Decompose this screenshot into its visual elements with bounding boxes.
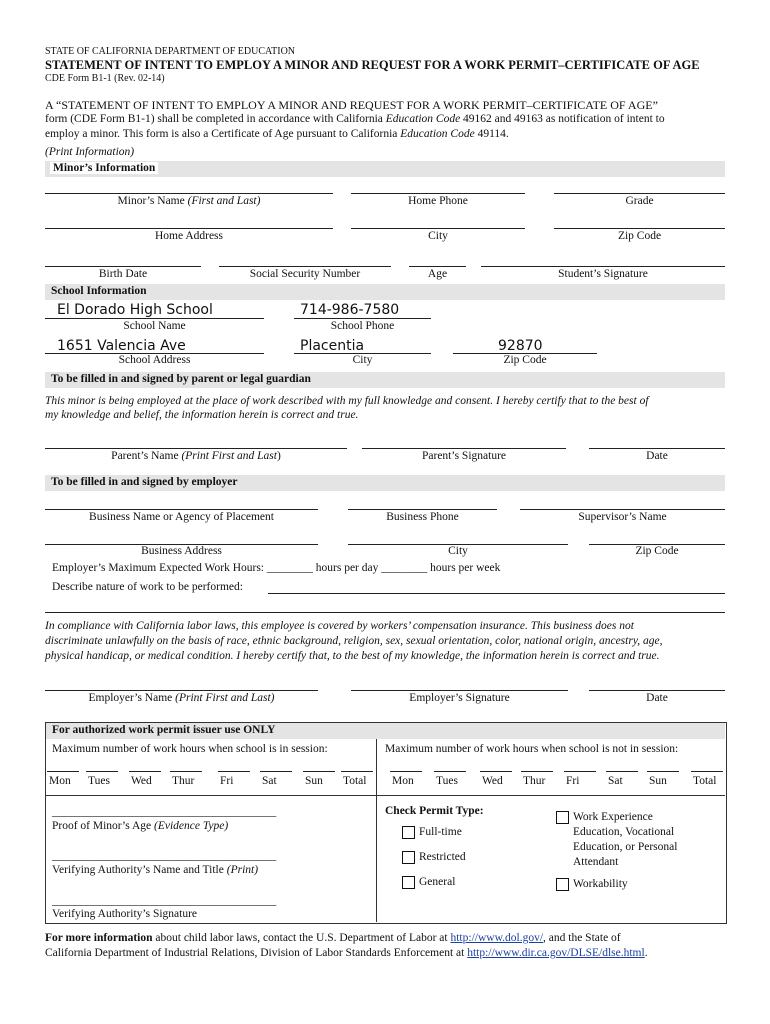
hours-blank-mon[interactable]: [47, 771, 79, 772]
day-label-sat: Sat: [608, 775, 623, 787]
day-label-tues: Tues: [88, 775, 110, 787]
parent-signature-line[interactable]: [362, 448, 566, 449]
home-phone-line[interactable]: [351, 193, 525, 194]
employer-date-line[interactable]: [589, 690, 725, 691]
business-name-label: Business Name or Agency of Placement: [89, 511, 274, 523]
birth-date-line[interactable]: [45, 266, 201, 267]
day-label-total: Total: [343, 775, 367, 787]
school-zip-value[interactable]: 92870: [498, 338, 543, 354]
not-in-session-label: Maximum number of work hours when school is not in session:: [385, 743, 679, 755]
day-label-sat: Sat: [262, 775, 277, 787]
minor-name-label: Minor’s Name (First and Last): [117, 195, 261, 207]
minor-name-line[interactable]: [45, 193, 333, 194]
print-info-note: (Print Information): [45, 146, 135, 158]
hours-blank-fri[interactable]: [564, 771, 596, 772]
issuer-divider-top: [376, 739, 377, 795]
employer-signature-line[interactable]: [351, 690, 568, 691]
hours-blank-sat[interactable]: [606, 771, 638, 772]
issuer-hdivider: [45, 795, 725, 796]
hours-blank-wed[interactable]: [480, 771, 512, 772]
compliance-line-1: In compliance with California labor laws, this employee is covered by workers’ compensation insurance. This business does not: [45, 620, 634, 632]
max-hours-line: Employer’s Maximum Expected Work Hours: ________ hours per day ________ hours per week: [52, 562, 501, 574]
hours-per-week-field[interactable]: ________: [381, 562, 428, 574]
business-phone-label: Business Phone: [386, 511, 459, 523]
nature-of-work-line[interactable]: [268, 593, 725, 594]
minor-zip-label: Zip Code: [617, 230, 662, 242]
work-experience-label-1: Work Experience: [573, 811, 653, 823]
compliance-line-2: discriminate unlawfully on the basis of race, ethnic background, religion, sex, sexual orientation, color, national origin, ancestry, age,: [45, 635, 663, 647]
work-experience-label-2: Education, Vocational: [573, 826, 675, 838]
business-zip-label: Zip Code: [635, 545, 679, 557]
hours-blank-thur[interactable]: [170, 771, 202, 772]
home-phone-label: Home Phone: [408, 195, 468, 207]
employer-name-line[interactable]: [45, 690, 318, 691]
employer-date-label: Date: [646, 692, 668, 704]
parent-date-line[interactable]: [589, 448, 725, 449]
verifier-name-label: Verifying Authority’s Name and Title (Print): [52, 864, 259, 876]
school-city-value[interactable]: Placentia: [300, 338, 365, 354]
parent-date-label: Date: [646, 450, 668, 462]
minor-city-line[interactable]: [351, 228, 525, 229]
work-experience-checkbox[interactable]: [556, 811, 569, 824]
day-label-mon: Mon: [49, 775, 71, 787]
verifier-signature-blank[interactable]: _______________________________________: [52, 895, 277, 907]
form-id: CDE Form B1-1 (Rev. 02-14): [45, 73, 165, 84]
issuer-section-title: For authorized work permit issuer use ONLY: [52, 724, 276, 736]
school-name-label: School Name: [123, 320, 186, 332]
department-name: STATE OF CALIFORNIA DEPARTMENT OF EDUCATION: [45, 46, 296, 57]
business-name-line[interactable]: [45, 509, 318, 510]
hours-blank-wed[interactable]: [129, 771, 161, 772]
form-title: STATEMENT OF INTENT TO EMPLOY A MINOR AND REQUEST FOR A WORK PERMIT–CERTIFICATE OF AGE: [45, 58, 700, 72]
business-phone-line[interactable]: [348, 509, 497, 510]
school-zip-label: Zip Code: [503, 354, 547, 366]
ssn-label: Social Security Number: [249, 268, 361, 280]
hours-blank-tues[interactable]: [434, 771, 466, 772]
parent-statement-2: my knowledge and belief, the information herein is correct and true.: [45, 409, 359, 421]
day-label-tues: Tues: [436, 775, 458, 787]
work-experience-label-3: Education, or Personal: [573, 841, 678, 853]
in-session-label: Maximum number of work hours when school is in session:: [52, 743, 328, 755]
school-phone-label: School Phone: [330, 320, 395, 332]
general-label: General: [419, 876, 456, 888]
day-label-thur: Thur: [172, 775, 195, 787]
school-address-label: School Address: [118, 354, 191, 366]
workability-checkbox[interactable]: [556, 878, 569, 891]
fulltime-checkbox[interactable]: [402, 826, 415, 839]
school-section-header: [45, 284, 725, 300]
parent-statement-1: This minor is being employed at the place of work described with my full knowledge and consent. I hereby certify that to the best of: [45, 395, 649, 407]
fulltime-label: Full-time: [419, 826, 462, 838]
restricted-label: Restricted: [419, 851, 466, 863]
restricted-checkbox[interactable]: [402, 851, 415, 864]
school-city-label: City: [352, 354, 373, 366]
intro-line-2: form (CDE Form B1-1) shall be completed in accordance with California Education Code 49162 and 49163 as notification of intent to: [45, 113, 665, 125]
home-address-label: Home Address: [154, 230, 224, 242]
supervisor-label: Supervisor’s Name: [578, 511, 667, 523]
parent-name-line[interactable]: [45, 448, 347, 449]
business-address-label: Business Address: [141, 545, 222, 557]
business-city-label: City: [448, 545, 468, 557]
footer-line-2: California Department of Industrial Relations, Division of Labor Standards Enforcement at http://www.dir.ca.gov/DLSE/dlse.html.: [45, 947, 648, 959]
hours-blank-total[interactable]: [691, 771, 723, 772]
hours-blank-total[interactable]: [341, 771, 373, 772]
day-label-wed: Wed: [482, 775, 503, 787]
student-signature-label: Student’s Signature: [558, 268, 648, 280]
compliance-line-3: physical handicap, or medical condition. I hereby certify that, to the best of my knowledge, the information herein is correct and true.: [45, 650, 660, 662]
general-checkbox[interactable]: [402, 876, 415, 889]
workability-label: Workability: [573, 878, 628, 890]
footer-line-1: For more information about child labor laws, contact the U.S. Department of Labor at http://www.dol.gov/, and the State of: [45, 932, 621, 944]
home-address-line[interactable]: [45, 228, 333, 229]
issuer-divider-bottom: [376, 795, 377, 922]
proof-age-label: Proof of Minor’s Age (Evidence Type): [52, 820, 229, 832]
ssn-line[interactable]: [219, 266, 391, 267]
intro-line-3: employ a minor. This form is also a Certificate of Age pursuant to California Education Code 49114.: [45, 128, 509, 140]
student-signature-line[interactable]: [481, 266, 725, 267]
supervisor-line[interactable]: [520, 509, 725, 510]
day-label-wed: Wed: [131, 775, 152, 787]
school-name-line: [45, 318, 264, 319]
dol-link[interactable]: http://www.dol.gov/: [450, 932, 544, 944]
verifier-name-blank[interactable]: _______________________________________: [52, 850, 277, 862]
day-label-sun: Sun: [649, 775, 667, 787]
hours-blank-tues[interactable]: [86, 771, 118, 772]
minor-city-label: City: [428, 230, 448, 242]
birth-date-label: Birth Date: [98, 268, 148, 280]
school-name-value[interactable]: El Dorado High School: [57, 302, 213, 318]
day-label-fri: Fri: [566, 775, 580, 787]
school-section-title: School Information: [51, 285, 147, 297]
school-address-value[interactable]: 1651 Valencia Ave: [57, 338, 186, 354]
employer-name-label: Employer’s Name (Print First and Last): [88, 692, 275, 704]
hours-blank-sun[interactable]: [647, 771, 679, 772]
intro-line-1: A “STATEMENT OF INTENT TO EMPLOY A MINOR AND REQUEST FOR A WORK PERMIT–CERTIFICATE OF AGE”: [45, 98, 658, 112]
day-label-fri: Fri: [220, 775, 234, 787]
school-phone-line: [294, 318, 431, 319]
nature-of-work-label: Describe nature of work to be performed:: [52, 581, 243, 593]
employer-section-title: To be filled in and signed by employer: [51, 476, 238, 488]
minor-section-title: Minor’s Information: [50, 162, 158, 174]
day-label-thur: Thur: [523, 775, 546, 787]
grade-line[interactable]: [554, 193, 725, 194]
check-permit-type-label: Check Permit Type:: [385, 805, 484, 817]
minor-zip-line[interactable]: [554, 228, 725, 229]
parent-signature-label: Parent’s Signature: [422, 450, 506, 462]
hours-blank-thur[interactable]: [521, 771, 553, 772]
grade-label: Grade: [625, 195, 654, 207]
nature-of-work-line-2[interactable]: [45, 612, 725, 613]
school-phone-value[interactable]: 714-986-7580: [300, 302, 400, 318]
dlse-link[interactable]: http://www.dir.ca.gov/DLSE/dlse.html: [467, 947, 645, 959]
verifier-signature-label: Verifying Authority’s Signature: [52, 908, 198, 920]
hours-blank-fri[interactable]: [218, 771, 250, 772]
age-label: Age: [427, 268, 448, 280]
day-label-total: Total: [693, 775, 717, 787]
employer-signature-label: Employer’s Signature: [409, 692, 510, 704]
hours-per-day-field[interactable]: ________: [266, 562, 313, 574]
work-experience-label-4: Attendant: [573, 856, 619, 868]
day-label-sun: Sun: [305, 775, 323, 787]
hours-blank-sun[interactable]: [303, 771, 335, 772]
age-line[interactable]: [409, 266, 466, 267]
hours-blank-mon[interactable]: [390, 771, 422, 772]
proof-age-blank[interactable]: _______________________________________: [52, 806, 277, 818]
parent-section-title: To be filled in and signed by parent or legal guardian: [51, 373, 311, 385]
parent-name-label: Parent’s Name (Print First and Last): [111, 450, 281, 462]
day-label-mon: Mon: [392, 775, 414, 787]
hours-blank-sat[interactable]: [260, 771, 292, 772]
